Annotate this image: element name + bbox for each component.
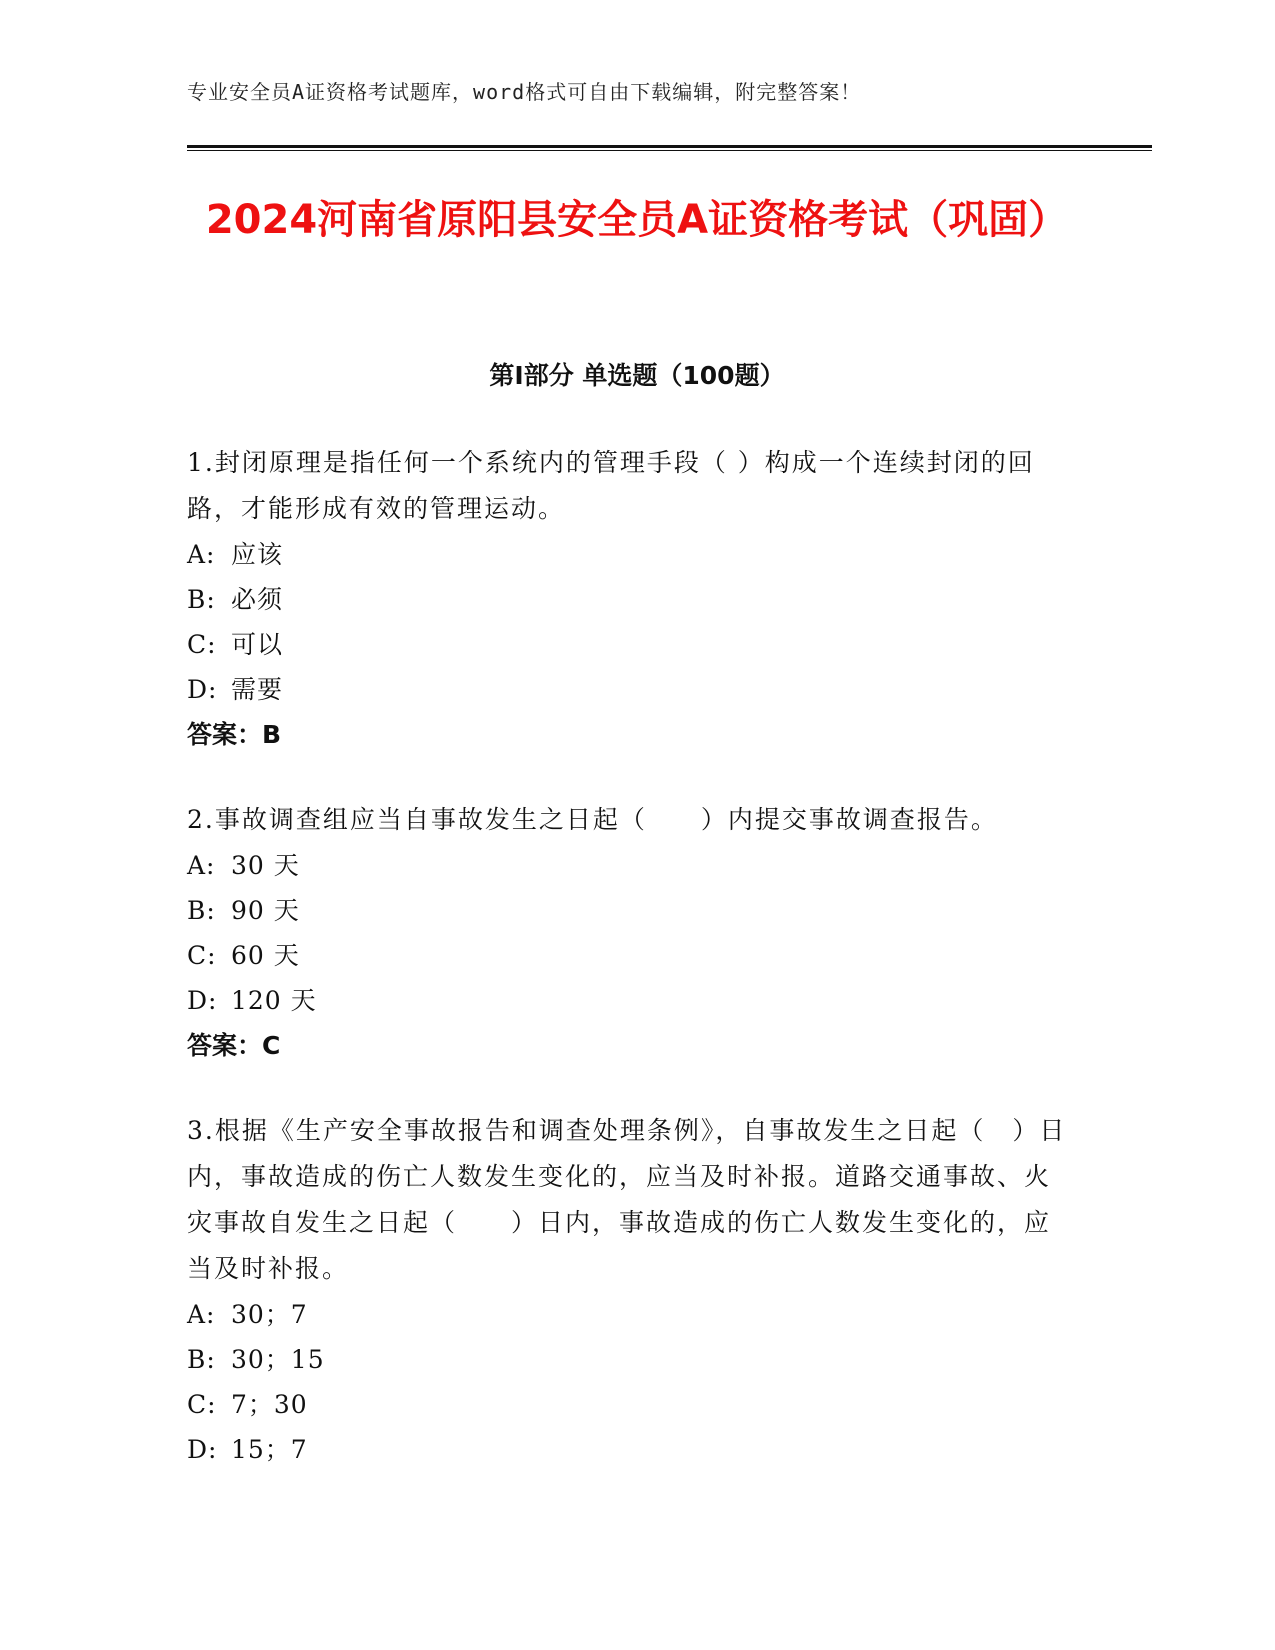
option-a — [187, 1292, 1067, 1337]
option-letter: A: — [187, 540, 216, 569]
option-text: 30 天 — [231, 851, 300, 880]
option-letter: C: — [187, 630, 217, 659]
option-d — [187, 667, 1067, 712]
question-text: 2.事故调查组应当自事故发生之日起（ ）内提交事故调查报告。 — [187, 805, 998, 834]
option-letter: B: — [187, 1345, 216, 1374]
option-letter: B: — [187, 896, 216, 925]
question-item — [187, 797, 1067, 1068]
question-item — [187, 1108, 1067, 1472]
document-title: 2024河南省原阳县安全员A证资格考试（巩固） — [205, 197, 1069, 243]
option-text: 120 天 — [231, 986, 317, 1015]
option-letter: D: — [187, 1435, 218, 1464]
option-c — [187, 1382, 1067, 1427]
option-a — [187, 843, 1067, 888]
option-b — [187, 888, 1067, 933]
option-text: 90 天 — [231, 896, 300, 925]
option-letter: C: — [187, 941, 217, 970]
option-letter: D: — [187, 986, 218, 1015]
option-c — [187, 622, 1067, 667]
question-text: 1.封闭原理是指任何一个系统内的管理手段（ ）构成一个连续封闭的回路，才能形成有效的管理运动。 — [187, 448, 1035, 523]
answer-label: 答案：C — [187, 1031, 281, 1060]
question-list — [187, 440, 1067, 1512]
option-letter: A: — [187, 851, 216, 880]
option-b — [187, 577, 1067, 622]
section-title: 第Ⅰ部分 单选题（100题） — [489, 361, 785, 390]
option-text: 可以 — [231, 630, 284, 659]
header-rule-thin — [187, 150, 1152, 151]
option-text: 必须 — [231, 585, 284, 614]
option-letter: B: — [187, 585, 216, 614]
option-letter: D: — [187, 675, 218, 704]
question-item — [187, 440, 1067, 757]
answer-label: 答案：B — [187, 720, 282, 749]
option-b — [187, 1337, 1067, 1382]
option-text: 60 天 — [231, 941, 300, 970]
header-rule-thick — [187, 145, 1152, 148]
option-d — [187, 1427, 1067, 1472]
question-text: 3.根据《生产安全事故报告和调查处理条例》，自事故发生之日起（ ）日内，事故造成的伤亡人数发生变化的，应当及时补报。道路交通事故、火灾事故自发生之日起（ ）日内，事故造成的伤亡人数发生变化的，应当及时补报。 — [187, 1116, 1067, 1283]
option-c — [187, 933, 1067, 978]
option-text: 7；30 — [231, 1390, 308, 1419]
option-text: 30；7 — [231, 1300, 308, 1329]
header-note: 专业安全员A证资格考试题库，word格式可自由下载编辑，附完整答案！ — [187, 80, 862, 104]
option-text: 30；15 — [231, 1345, 325, 1374]
option-text: 15；7 — [231, 1435, 308, 1464]
option-letter: C: — [187, 1390, 217, 1419]
option-a — [187, 532, 1067, 577]
option-d — [187, 978, 1067, 1023]
option-text: 需要 — [231, 675, 284, 704]
option-letter: A: — [187, 1300, 216, 1329]
option-text: 应该 — [231, 540, 284, 569]
